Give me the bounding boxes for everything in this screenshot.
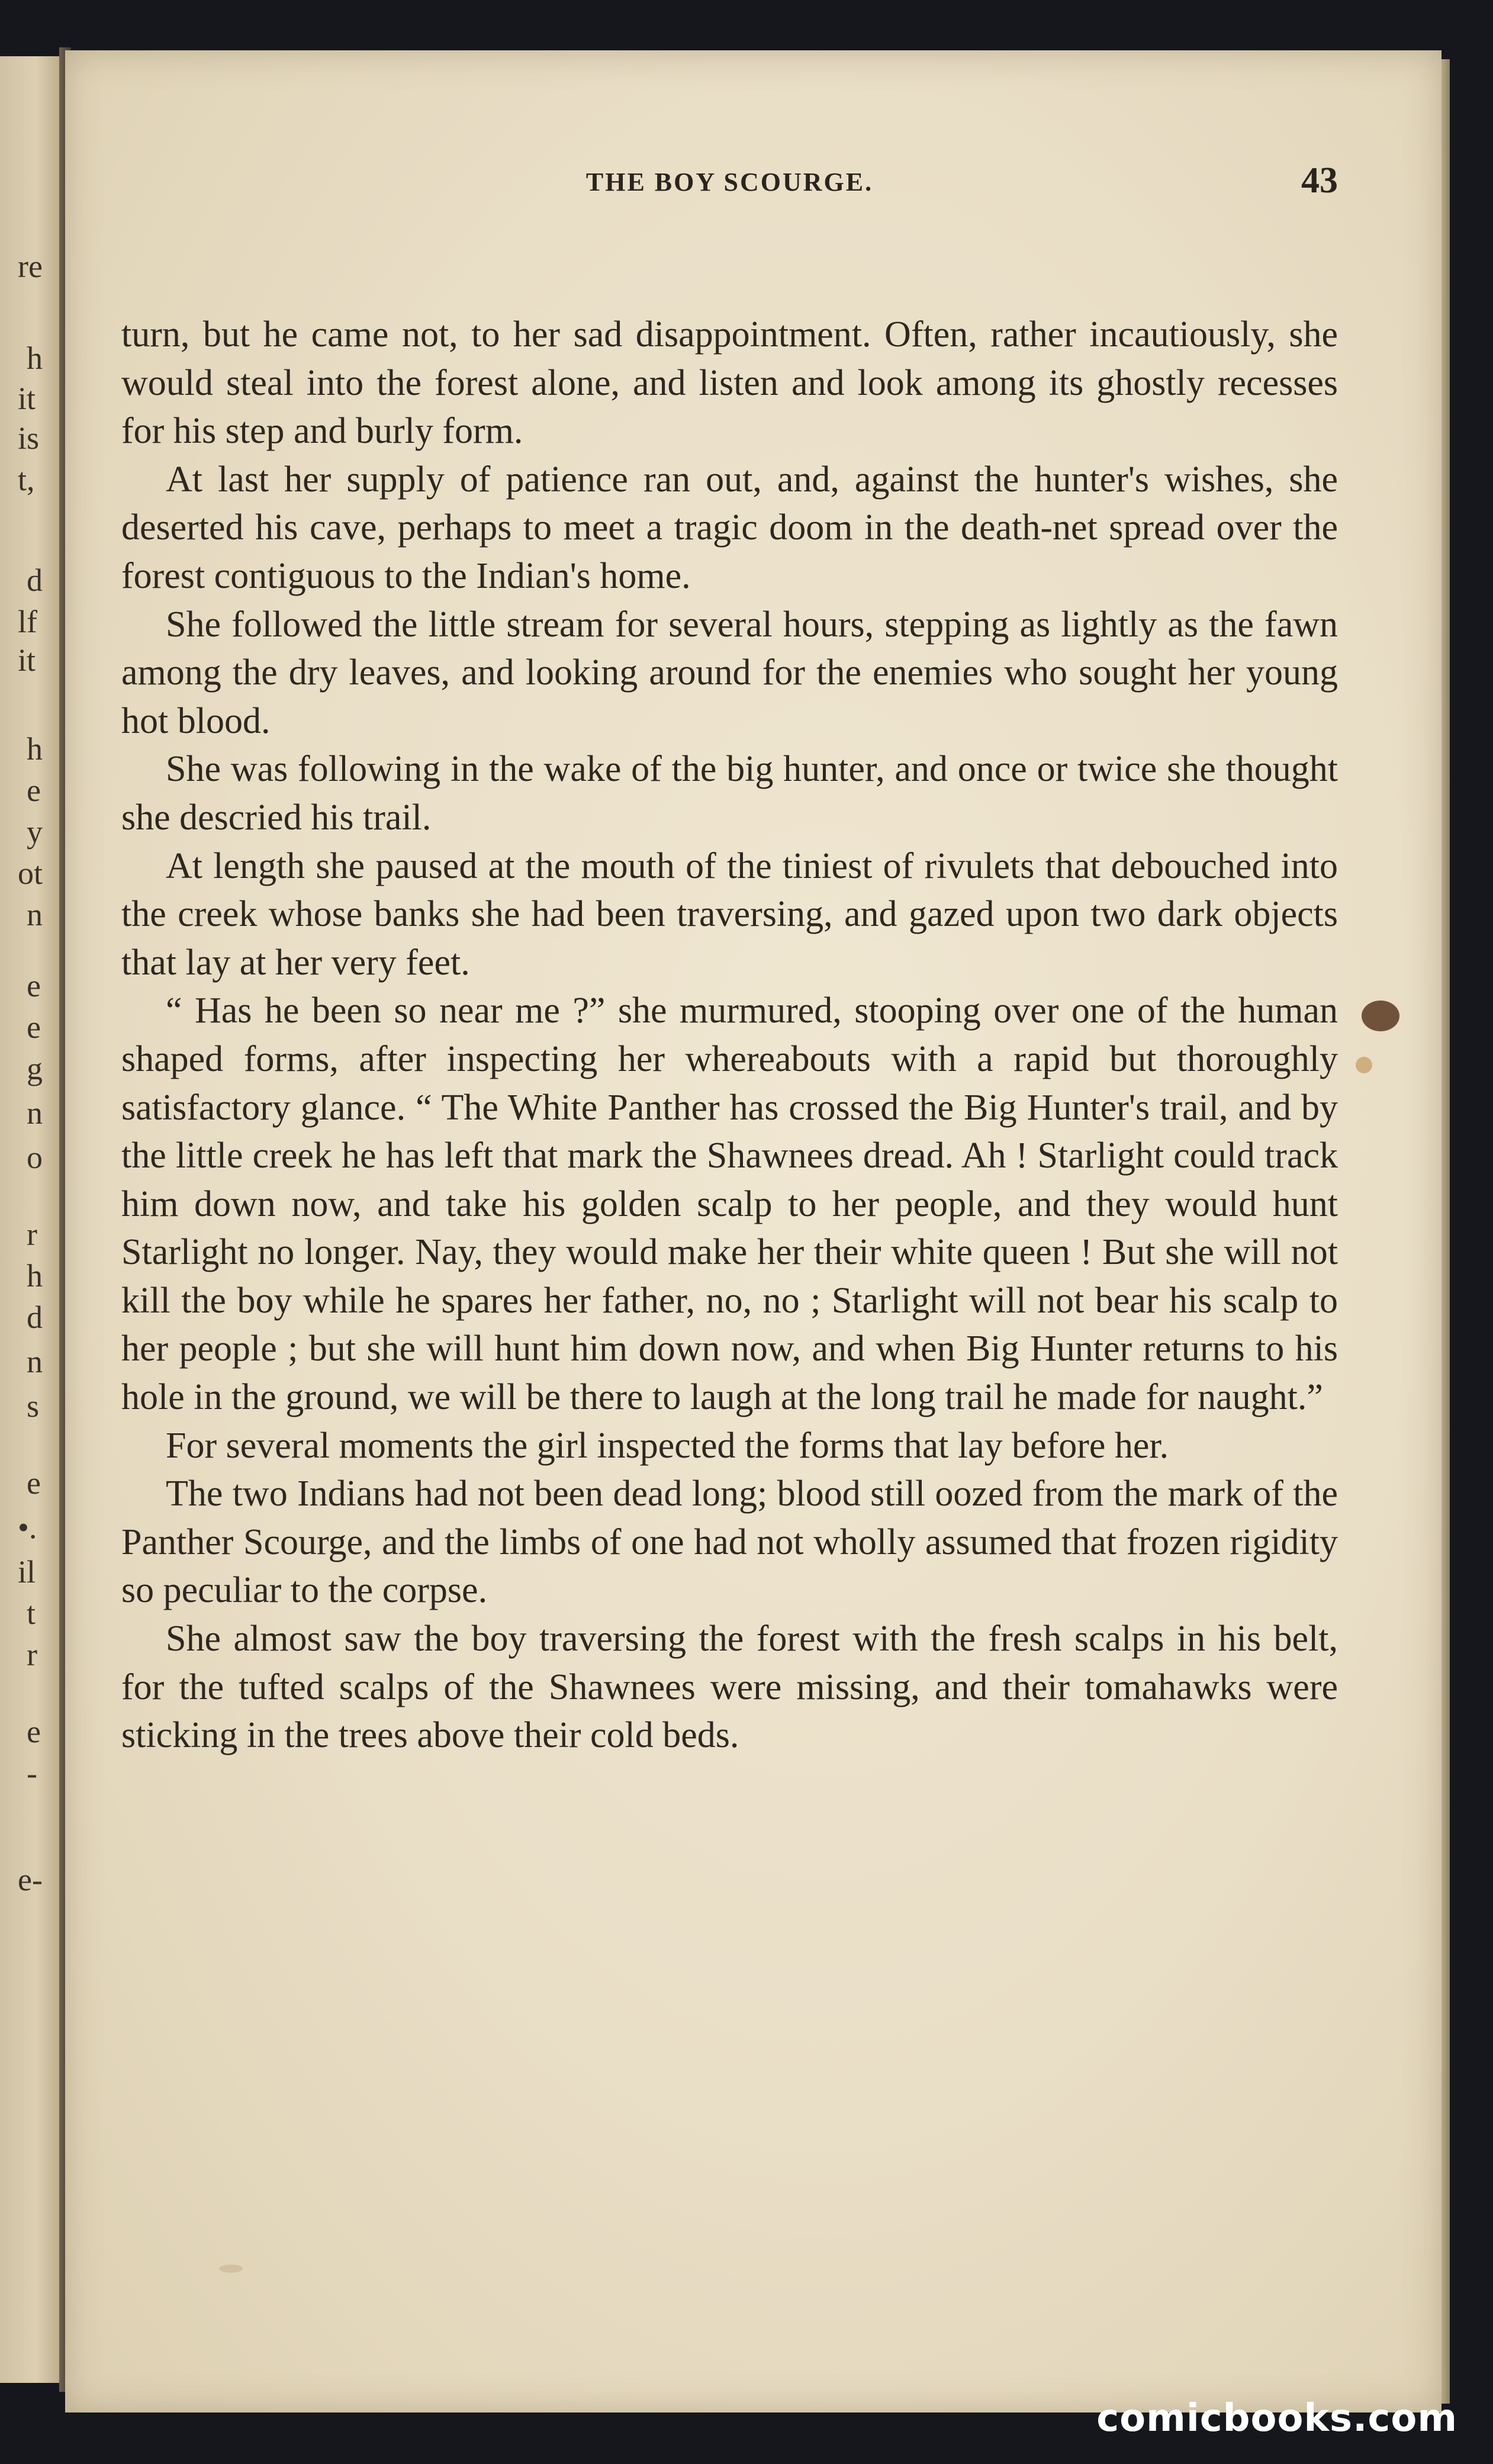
page-header (121, 160, 1338, 213)
facing-page-fragment: il (18, 1554, 36, 1590)
paragraph: The two Indians had not been dead long; blood still oozed from the mark of the Panther Scourge, and the limbs of one had not wholly assumed that frozen rigidity so peculiar to the corpse. (121, 1474, 1338, 1611)
page-stack-edge (1441, 59, 1450, 2404)
facing-page-fragment: r (27, 1637, 37, 1672)
facing-page-fragment: e (27, 1009, 41, 1045)
facing-page-fragment: e (27, 968, 41, 1003)
facing-page-fragment: e (27, 1465, 41, 1501)
paper-spot (219, 2264, 243, 2273)
facing-page-fragment: s (27, 1388, 40, 1424)
facing-page-fragment: g (27, 1051, 43, 1086)
facing-page-fragment: o (27, 1140, 43, 1175)
paragraph: For several moments the girl inspected the forms that lay before her. (166, 1425, 1169, 1466)
facing-page-fragment: h (27, 340, 43, 376)
facing-page-fragment: d (27, 562, 43, 598)
facing-page-fragment: e (27, 1714, 41, 1749)
site-watermark: comicbooks.com (1096, 2397, 1457, 2440)
facing-page-fragment: t, (18, 462, 35, 497)
facing-page-fragment: e (27, 773, 41, 808)
facing-page-fragment: e- (18, 1862, 43, 1897)
facing-page-fragment: ot (18, 855, 43, 891)
running-head: THE BOY SCOURGE. (585, 168, 874, 197)
ink-blot (1362, 1001, 1399, 1031)
paragraph: At last her supply of patience ran out, and, against the hunter's wishes, she deserted his cave, perhaps to meet a tragic doom in the death-net spread over the forest contiguous to the Indian's home. (121, 459, 1338, 596)
facing-page-fragment: t (27, 1596, 36, 1631)
facing-page-fragment: is (18, 420, 40, 456)
facing-page-fragment: •. (18, 1510, 37, 1545)
book-page (65, 50, 1441, 2412)
paragraph: She followed the little stream for several hours, stepping as lightly as the fawn among the dry leaves, and looking around for the enemies who sought her young hot blood. (121, 604, 1338, 741)
facing-page-fragment: - (27, 1755, 37, 1791)
facing-page-fragment: d (27, 1299, 43, 1335)
facing-page-fragment: h (27, 1258, 43, 1294)
facing-page-fragment: y (27, 814, 43, 850)
facing-page-fragment: n (27, 1344, 43, 1379)
facing-page-fragment: h (27, 731, 43, 767)
paragraph: “ Has he been so near me ?” she murmured, stooping over one of the human shaped forms, after inspecting her whereabouts with a rapid but thoroughly satisfactory glance. “ The White Panther has crossed the Big Hunter's trail, and by the little creek he has left that mark the Shawnees dread. Ah ! Starlight could track him down now, and take his golden scalp to her people, and they would hunt Starlight no longer. Nay, they would make her their white queen ! But she will not kill the boy while he spares her father, no, no ; Starlight will not bear his scalp to her people ; but she will hunt him down now, and when Big Hunter returns to his hole in the ground, we will be there to laugh at the long trail he made for naught.” (121, 990, 1338, 1418)
facing-page-edge (0, 56, 59, 2383)
paragraph: She almost saw the boy traversing the forest with the fresh scalps in his belt, for the tufted scalps of the Shawnees were missing, and their tomahawks were sticking in the trees above their cold beds. (121, 1619, 1338, 1756)
paper-spot (1356, 1057, 1372, 1073)
paragraph: turn, but he came not, to her sad disappointment. Often, rather incautiously, she would steal into the forest alone, and listen and look among its ghostly recesses for his step and burly form. (121, 314, 1338, 452)
facing-page-fragment: re (18, 249, 43, 284)
facing-page-fragment: it (18, 642, 36, 678)
paragraph: At length she paused at the mouth of the tiniest of rivulets that debouched into the creek whose banks she had been traversing, and gazed upon two dark objects that lay at her very feet. (121, 845, 1338, 983)
paragraph: She was following in the wake of the big hunter, and once or twice she thought she descried his trail. (121, 749, 1338, 838)
facing-page-fragment: r (27, 1217, 37, 1252)
page-number: 43 (1301, 160, 1338, 201)
facing-page-fragment: it (18, 381, 36, 416)
facing-page-fragment: n (27, 897, 43, 932)
facing-page-fragment: n (27, 1095, 43, 1131)
facing-page-fragment: lf (18, 604, 37, 639)
body-text (121, 311, 1338, 1760)
